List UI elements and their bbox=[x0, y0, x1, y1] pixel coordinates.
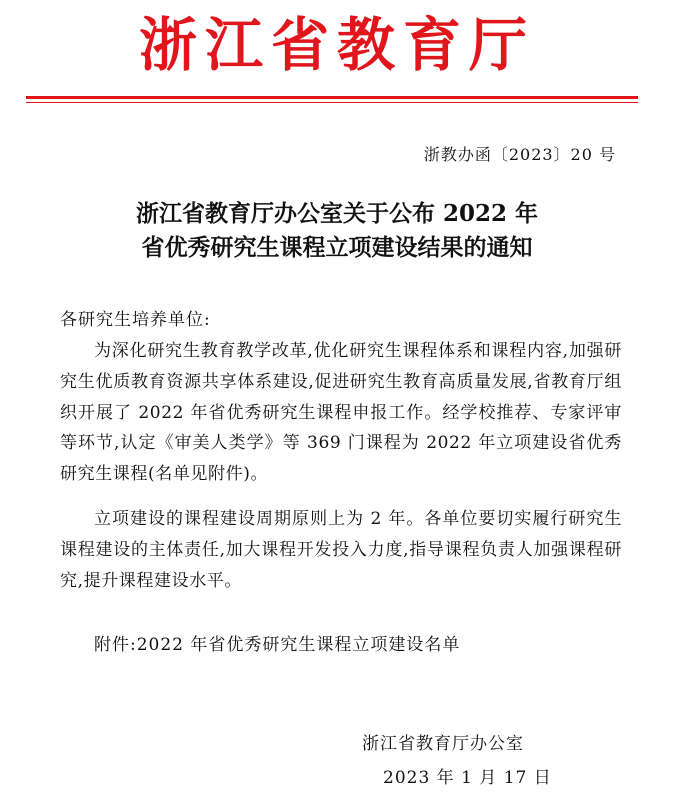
body-paragraph-1: 为深化研究生教育教学改革,优化研究生课程体系和课程内容,加强研究生优质教育资源共享体系建设,促进研究生教育高质量发展,省教育厅组织开展了 2022 年省优秀研究生课程申报工作。经学校推荐、专家评审等环节,认定《审美人类学》等 369 门课程为 2022 年立项建设省优秀研究生课程(名单见附件)。 bbox=[60, 341, 622, 485]
letterhead-title: 浙江省教育厅 bbox=[138, 11, 535, 79]
signature-organization: 浙江省教育厅办公室 bbox=[362, 734, 524, 754]
letterhead-rule-thin bbox=[26, 102, 638, 103]
letterhead-rule-thick bbox=[26, 96, 638, 99]
document-title-line-2: 省优秀研究生课程立项建设结果的通知 bbox=[141, 234, 533, 261]
salutation: 各研究生培养单位: bbox=[60, 310, 211, 330]
document-title-line-1: 浙江省教育厅办公室关于公布 2022 年 bbox=[135, 200, 539, 227]
signature-date: 2023 年 1 月 17 日 bbox=[383, 768, 552, 788]
attachment-note: 附件:2022 年省优秀研究生课程立项建设名单 bbox=[94, 635, 461, 655]
body-paragraph-2: 立项建设的课程建设周期原则上为 2 年。各单位要切实履行研究生课程建设的主体责任,加大课程开发投入力度,指导课程负责人加强课程研究,提升课程建设水平。 bbox=[60, 509, 622, 591]
document-number: 浙教办函〔2023〕20 号 bbox=[423, 145, 616, 164]
document-title bbox=[0, 197, 674, 265]
